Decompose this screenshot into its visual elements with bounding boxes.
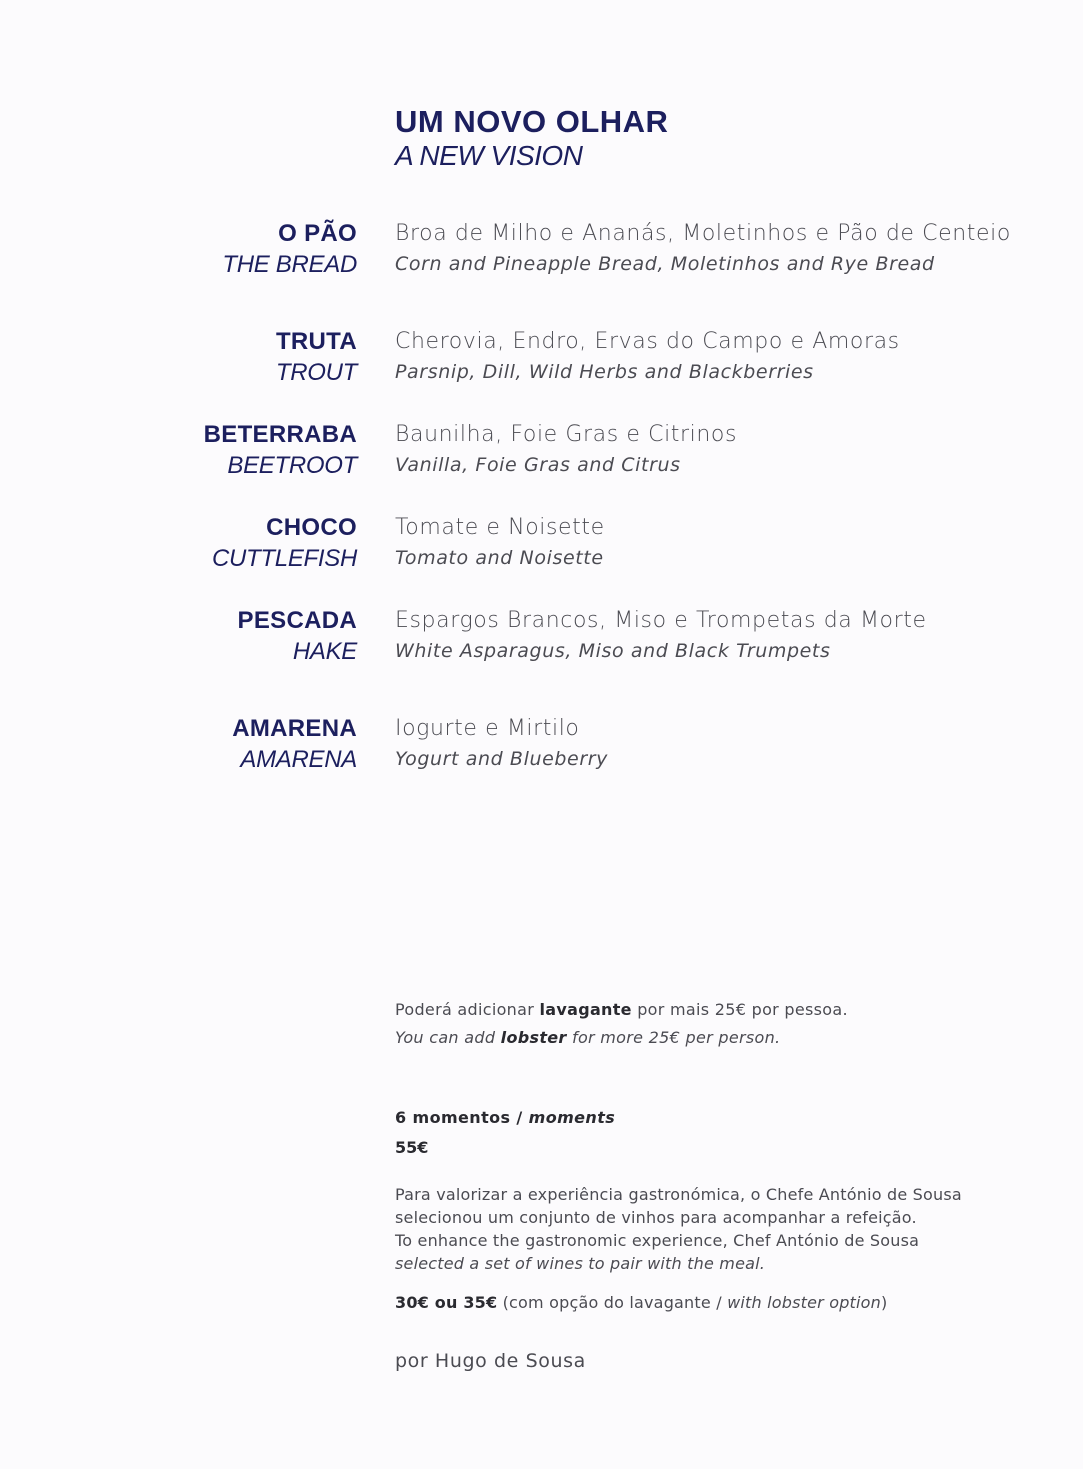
course-name-pt: BETERRABA [203, 421, 357, 448]
menu-title [395, 104, 668, 172]
menu-title-en: A NEW VISION [395, 140, 583, 171]
lobster-text: por mais 25€ por pessoa. [631, 1000, 848, 1019]
wine-price-note: ) [881, 1293, 888, 1312]
moments-label-pt: 6 momentos / [395, 1108, 529, 1127]
menu-price: 55€ [395, 1138, 429, 1157]
course-name-pt: PESCADA [237, 607, 357, 634]
course-name-en: BEETROOT [227, 452, 357, 479]
course-item [0, 512, 1083, 582]
wine-text-en: To enhance the gastronomic experience, Chef António de Sousa [395, 1231, 920, 1250]
wine-text-en: selected a set of wines to pair with the meal. [395, 1254, 766, 1273]
course-name [212, 512, 357, 574]
course-name [276, 326, 357, 388]
course-item [0, 218, 1083, 288]
course-name-pt: TRUTA [275, 328, 357, 355]
course-desc-pt: Iogurte e Mirtilo [395, 716, 580, 741]
course-description [395, 326, 900, 388]
course-desc-en: Parsnip, Dill, Wild Herbs and Blackberries [395, 361, 814, 383]
wine-price-note-en: with lobster option [727, 1293, 882, 1312]
course-name-pt: CHOCO [266, 514, 357, 541]
lobster-note-en [395, 1024, 848, 1052]
lobster-note [395, 996, 848, 1052]
lobster-text: You can add [395, 1028, 501, 1047]
course-description [395, 605, 927, 667]
course-name-en: AMARENA [240, 746, 357, 773]
course-description [395, 218, 1011, 280]
course-desc-en: Corn and Pineapple Bread, Moletinhos and Rye Bread [395, 253, 935, 275]
lobster-note-pt [395, 996, 848, 1024]
course-item [0, 326, 1083, 396]
course-description [395, 512, 605, 574]
course-desc-pt: Espargos Brancos, Miso e Trompetas da Morte [395, 608, 927, 633]
course-desc-en: Tomato and Noisette [395, 547, 604, 569]
course-name-en: TROUT [275, 359, 357, 386]
course-description [395, 713, 608, 775]
course-desc-pt: Baunilha, Foie Gras e Citrinos [395, 422, 738, 447]
course-name-en: HAKE [292, 638, 357, 665]
lobster-highlight: lavagante [539, 1000, 632, 1019]
moments-label [395, 1105, 615, 1131]
course-name [222, 218, 357, 280]
wine-price-value: 30€ ou 35€ [395, 1293, 498, 1312]
lobster-highlight: lobster [500, 1028, 567, 1047]
moments-label-en: moments [528, 1108, 616, 1127]
course-desc-pt: Broa de Milho e Ananás, Moletinhos e Pão de Centeio [395, 221, 1011, 246]
wine-price-note: (com opção do lavagante / [497, 1293, 728, 1312]
course-name [204, 419, 357, 481]
course-desc-en: White Asparagus, Miso and Black Trumpets [395, 640, 831, 662]
wine-text-pt: selecionou um conjunto de vinhos para acompanhar a refeição. [395, 1208, 917, 1227]
course-name-pt: AMARENA [232, 715, 357, 742]
course-item [0, 713, 1083, 783]
author-credit: por Hugo de Sousa [395, 1350, 586, 1372]
course-description [395, 419, 737, 481]
course-item [0, 605, 1083, 675]
menu-title-pt: UM NOVO OLHAR [395, 104, 669, 139]
course-name-pt: O PÃO [278, 220, 357, 247]
course-desc-pt: Cherovia, Endro, Ervas do Campo e Amoras [395, 329, 900, 354]
course-item [0, 419, 1083, 489]
course-name-en: THE BREAD [222, 251, 357, 278]
course-name [238, 605, 357, 667]
wine-pairing [395, 1183, 1035, 1275]
course-name-en: CUTTLEFISH [211, 545, 357, 572]
lobster-text: for more 25€ per person. [566, 1028, 781, 1047]
course-desc-pt: Tomate e Noisette [395, 515, 605, 540]
moments-block [395, 1105, 615, 1161]
course-desc-en: Vanilla, Foie Gras and Citrus [395, 454, 681, 476]
course-desc-en: Yogurt and Blueberry [395, 748, 608, 770]
course-name [232, 713, 357, 775]
lobster-text: Poderá adicionar [395, 1000, 540, 1019]
wine-text-pt: Para valorizar a experiência gastronómica, o Chefe António de Sousa [395, 1185, 962, 1204]
wine-price [395, 1290, 887, 1316]
